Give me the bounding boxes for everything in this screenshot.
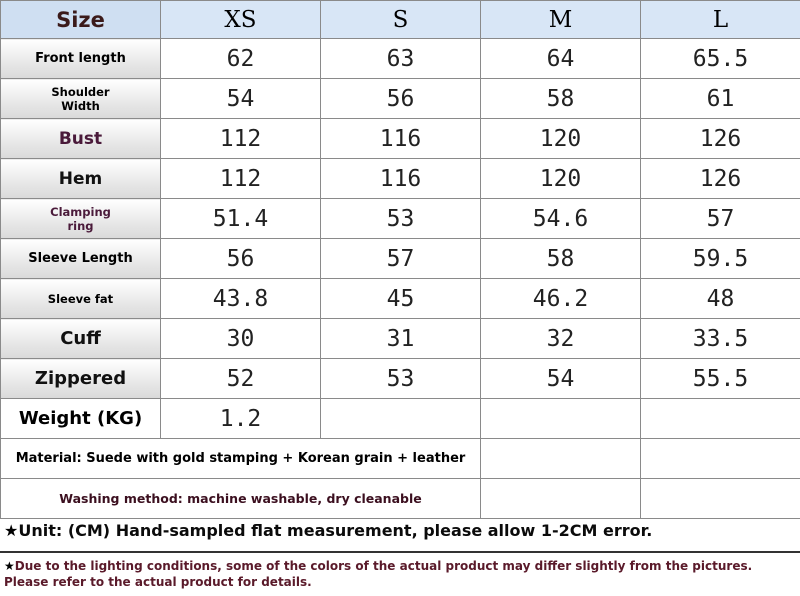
empty-cell [481, 439, 641, 479]
empty-cell [641, 399, 800, 439]
label-line: Width [61, 98, 100, 113]
empty-cell [321, 399, 481, 439]
row-label-sleeve-length: Sleeve Length [1, 239, 161, 279]
table-row [1, 119, 800, 159]
cell-value: 57 [321, 239, 481, 279]
lighting-note [4, 558, 794, 590]
table-row [1, 39, 800, 79]
lighting-note-text: Due to the lighting conditions, some of the colors of the actual product may differ slightly from the pictures. Please refer to the actual product for details. [4, 559, 753, 589]
cell-value: 51.4 [161, 199, 321, 239]
row-label-zippered: Zippered [1, 359, 161, 399]
cell-value: 63 [321, 39, 481, 79]
cell-value: 54 [481, 359, 641, 399]
empty-cell [481, 399, 641, 439]
label-line: Shoulder [51, 84, 110, 99]
table-row [1, 199, 800, 239]
washing-text: Washing method: machine washable, dry cleanable [1, 479, 481, 519]
cell-value: 32 [481, 319, 641, 359]
size-s-header: S [321, 1, 481, 39]
cell-value: 53 [321, 359, 481, 399]
header-row [1, 1, 800, 39]
table-row [1, 279, 800, 319]
row-label-sleeve-fat: Sleeve fat [1, 279, 161, 319]
cell-value: 52 [161, 359, 321, 399]
cell-value: 55.5 [641, 359, 800, 399]
star-icon: ★ [4, 521, 19, 540]
cell-value: 33.5 [641, 319, 800, 359]
empty-cell [481, 479, 641, 519]
table-row [1, 359, 800, 399]
size-header: Size [1, 1, 161, 39]
cell-value: 53 [321, 199, 481, 239]
cell-value: 62 [161, 39, 321, 79]
size-xs-header: XS [161, 1, 321, 39]
cell-value: 57 [641, 199, 800, 239]
cell-value: 43.8 [161, 279, 321, 319]
cell-value: 112 [161, 159, 321, 199]
cell-value: 126 [641, 159, 800, 199]
material-text: Material: Suede with gold stamping + Korean grain + leather [1, 439, 481, 479]
cell-value: 61 [641, 79, 800, 119]
cell-value: 58 [481, 239, 641, 279]
cell-value: 56 [161, 239, 321, 279]
table-row [1, 159, 800, 199]
cell-value: 31 [321, 319, 481, 359]
unit-note [4, 521, 794, 540]
size-l-header: L [641, 1, 800, 39]
weight-row [1, 399, 800, 439]
table-row [1, 319, 800, 359]
cell-value: 126 [641, 119, 800, 159]
row-label-clamping-ring [1, 199, 161, 239]
label-line: Clamping [50, 204, 111, 219]
cell-value: 120 [481, 119, 641, 159]
cell-value: 65.5 [641, 39, 800, 79]
washing-row [1, 479, 800, 519]
empty-cell [641, 439, 800, 479]
cell-value: 64 [481, 39, 641, 79]
row-label-weight: Weight (KG) [1, 399, 161, 439]
cell-value: 58 [481, 79, 641, 119]
divider [0, 551, 800, 553]
cell-value: 46.2 [481, 279, 641, 319]
table-row [1, 239, 800, 279]
cell-value: 48 [641, 279, 800, 319]
row-label-bust: Bust [1, 119, 161, 159]
table-row [1, 79, 800, 119]
row-label-front-length: Front length [1, 39, 161, 79]
cell-value: 112 [161, 119, 321, 159]
cell-value: 120 [481, 159, 641, 199]
cell-value: 56 [321, 79, 481, 119]
weight-value: 1.2 [161, 399, 321, 439]
label-line: ring [67, 218, 94, 233]
empty-cell [641, 479, 800, 519]
star-icon: ★ [4, 559, 15, 573]
cell-value: 30 [161, 319, 321, 359]
material-row [1, 439, 800, 479]
row-label-shoulder-width [1, 79, 161, 119]
unit-note-text: Unit: (CM) Hand-sampled flat measurement, please allow 1-2CM error. [18, 521, 653, 540]
size-m-header: M [481, 1, 641, 39]
cell-value: 59.5 [641, 239, 800, 279]
row-label-hem: Hem [1, 159, 161, 199]
row-label-cuff: Cuff [1, 319, 161, 359]
cell-value: 45 [321, 279, 481, 319]
cell-value: 116 [321, 119, 481, 159]
cell-value: 116 [321, 159, 481, 199]
cell-value: 54.6 [481, 199, 641, 239]
cell-value: 54 [161, 79, 321, 119]
